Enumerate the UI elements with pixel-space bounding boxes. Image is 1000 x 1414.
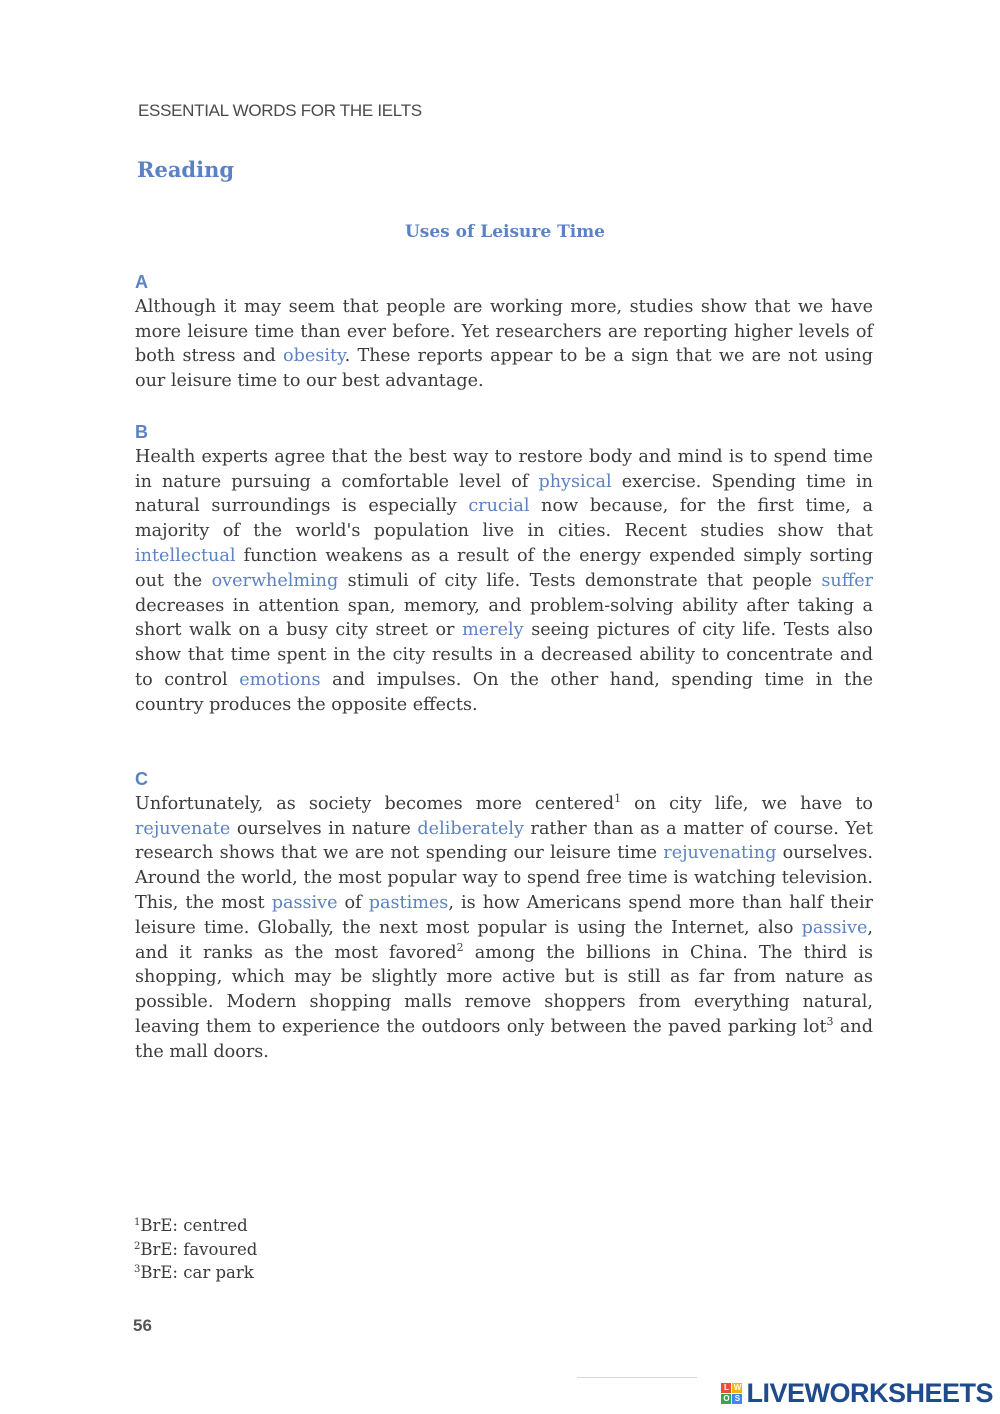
paragraph-text: and the mall doors. — [135, 1016, 873, 1062]
paragraph-text: , is how Americans spend more than half their leisure time. Globally, the next most popular is using the Internet, also — [135, 892, 873, 938]
paragraph-text: decreases in attention span, memory, and problem-solving ability after taking a short walk on a busy city street or — [135, 595, 873, 641]
footnote-ref: 3 — [826, 1014, 834, 1028]
paragraph-a — [135, 270, 873, 394]
footnote-mark: 3 — [134, 1264, 141, 1275]
paragraph-text: and impulses. On the other hand, spending time in the country produces the opposite effects. — [135, 669, 873, 715]
watermark-text: LIVEWORKSHEETS — [746, 1377, 993, 1408]
logo-tile: L — [721, 1383, 731, 1393]
footnote-text: BrE: favoured — [140, 1239, 258, 1259]
footnote — [134, 1214, 257, 1238]
keyword: merely — [462, 620, 524, 641]
keyword: passive — [271, 892, 338, 913]
watermark-divider — [577, 1377, 697, 1378]
keyword: suffer — [821, 570, 874, 591]
paragraph-text: Unfortunately, as society becomes more centered — [135, 793, 615, 814]
footnote-text: BrE: car park — [140, 1263, 254, 1282]
liveworksheets-logo-icon — [721, 1383, 742, 1404]
paragraph-text: on city life, we have to — [621, 793, 873, 814]
paragraph-text: function weakens as a result of the energy expended simply sorting out the — [135, 545, 873, 591]
paragraph-text: of — [337, 892, 369, 913]
footnote-mark: 1 — [134, 1217, 141, 1228]
keyword: passive — [801, 917, 868, 938]
page-number: 56 — [133, 1316, 152, 1335]
paragraph-text: stimuli of city life. Tests demonstrate that people — [338, 570, 822, 591]
paragraph-text: ourselves in nature — [230, 818, 418, 839]
footnote-ref: 2 — [456, 940, 464, 954]
keyword: rejuvenate — [135, 818, 231, 839]
keyword: overwhelming — [211, 570, 339, 591]
footnote-mark: 2 — [134, 1240, 141, 1252]
section-title: Reading — [137, 157, 235, 182]
paragraph-text: Although it may seem that people are working more, studies show that we have more leisure time than ever before. Yet researchers are reporting higher levels of both stress and — [135, 296, 873, 367]
footnote — [134, 1238, 257, 1262]
paragraph-letter: A — [135, 272, 148, 292]
logo-tile: O — [723, 1394, 730, 1403]
logo-tile: S — [732, 1394, 742, 1404]
footnote — [134, 1261, 257, 1285]
liveworksheets-watermark[interactable] — [721, 1378, 993, 1408]
paragraph-c — [135, 767, 873, 1065]
paragraph-text: among the billions in China. The third is shopping, which may be slightly more active but is still as far from nature as possible. Modern shopping malls remove shoppers from everything natural, leaving them to experience the outdoors only between the paved parking lot — [135, 942, 873, 1037]
paragraph-text: rather than as a matter of course. Yet research shows that we are not spending our leisure time — [135, 818, 873, 864]
logo-tile: W — [733, 1383, 742, 1392]
paragraph-text: seeing pictures of city life. Tests also show that time spent in the city results in a decreased ability to concentrate and to control — [135, 620, 873, 690]
footnotes — [134, 1214, 257, 1285]
footnote-ref: 1 — [614, 791, 622, 805]
article-title: Uses of Leisure Time — [404, 222, 606, 242]
keyword: crucial — [468, 496, 530, 517]
paragraph-text: . These reports appear to be a sign that we are not using our leisure time to our best advantage. — [135, 346, 873, 392]
keyword: intellectual — [135, 545, 236, 566]
paragraph-text: exercise. Spending time in natural surroundings is especially — [135, 471, 873, 517]
keyword: rejuvenating — [663, 843, 777, 864]
keyword: emotions — [239, 669, 321, 690]
paragraph-letter: C — [135, 769, 148, 789]
paragraph-text: ourselves. Around the world, the most popular way to spend free time is watching television. This, the most — [135, 843, 873, 913]
keyword: pastimes — [368, 892, 449, 913]
paragraph-text: , and it ranks as the most favored — [135, 917, 873, 963]
paragraph-text: now because, for the first time, a majority of the world's population live in cities. Recent studies show that — [135, 496, 874, 542]
paragraph-text: Health experts agree that the best way to restore body and mind is to spend time in nature pursuing a comfortable level of — [135, 446, 873, 492]
keyword: physical — [538, 471, 612, 492]
footnote-text: BrE: centred — [140, 1216, 248, 1235]
keyword: obesity — [283, 346, 345, 367]
running-head: ESSENTIAL WORDS FOR THE IELTS — [138, 101, 422, 120]
paragraph-b — [135, 420, 873, 718]
keyword: deliberately — [417, 818, 524, 839]
paragraph-letter: B — [135, 422, 148, 442]
